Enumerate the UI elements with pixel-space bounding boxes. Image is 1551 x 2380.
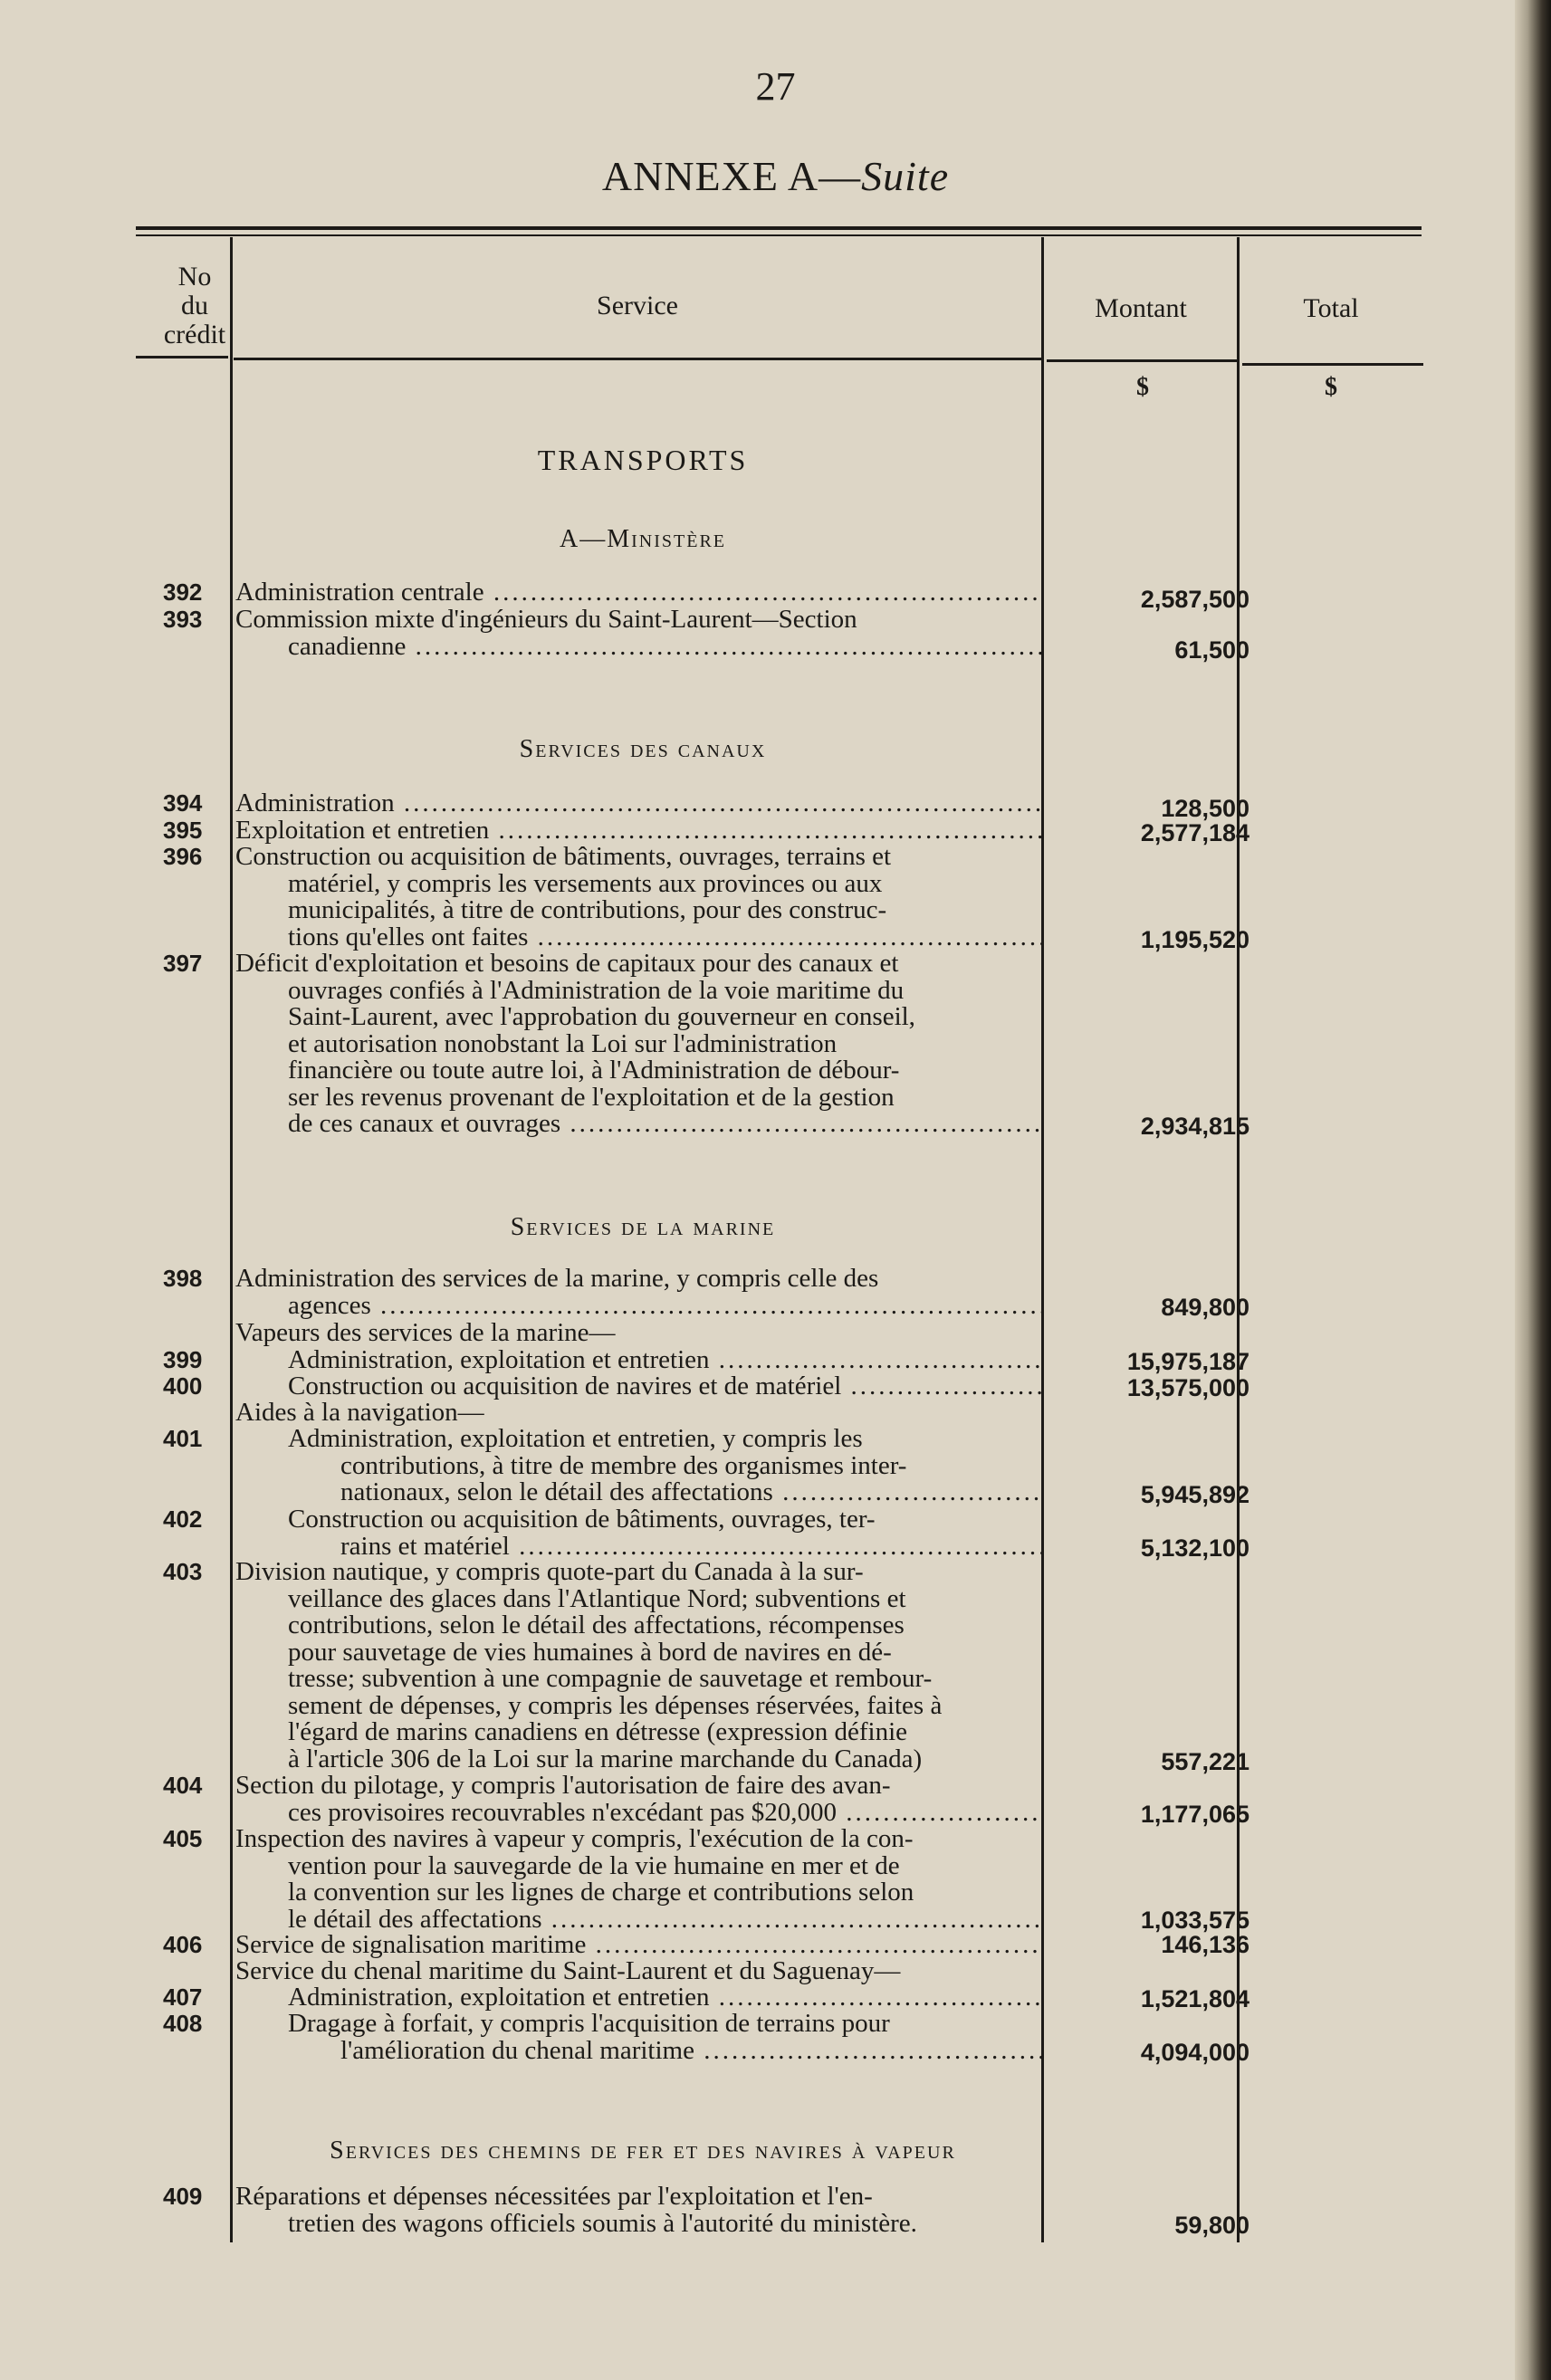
header-total: Total: [1303, 293, 1359, 323]
credit-description: [235, 1400, 1041, 1427]
credit-line: Saint-Laurent, avec l'approbation du gouverneur en conseil,: [288, 1004, 915, 1031]
credit-line: tresse; subvention à une compagnie de sauvetage et rembour-: [288, 1666, 933, 1693]
credit-line: Inspection des navires à vapeur y compris, l'exécution de la con-: [235, 1826, 914, 1853]
credit-amount: 5,945,892: [1140, 1481, 1249, 1508]
header-credit-no: No: [177, 262, 212, 292]
credit-amount: 128,500: [1161, 795, 1249, 822]
credit-description: [235, 1984, 1041, 2012]
credit-line: Exploitation et entretien .....: [235, 817, 1041, 845]
credit-amount: 13,575,000: [1126, 1374, 1249, 1401]
credit-number: 404: [163, 1772, 203, 1799]
credit-amount: 146,136: [1161, 1931, 1249, 1958]
credit-description: [235, 1347, 1041, 1374]
credit-amount: 1,033,575: [1140, 1907, 1249, 1934]
credit-description: [235, 579, 1041, 607]
credit-line: agences .....: [235, 1293, 1041, 1320]
credit-number: 396: [163, 843, 203, 870]
credit-line: ces provisoires recouvrables n'excédant pas $20,000 .....: [235, 1800, 1041, 1827]
credit-amount: 5,132,100: [1140, 1534, 1249, 1562]
credit-line: et autorisation nonobstant la Loi sur l'administration: [288, 1030, 838, 1057]
credit-line: Aides à la navigation—: [235, 1400, 484, 1427]
credit-line: Service de signalisation maritime .....: [235, 1932, 1041, 1959]
page-number: 27: [755, 64, 796, 109]
credit-amount: 4,094,000: [1140, 2039, 1249, 2066]
credit-line: à l'article 306 de la Loi sur la marine marchande du Canada): [288, 1745, 923, 1773]
credit-description: [235, 1320, 1041, 1347]
credit-amount: 1,195,520: [1140, 926, 1249, 953]
credit-description: [235, 1958, 1041, 1985]
annex-title-main: ANNEXE A—: [601, 153, 862, 199]
credit-number: 409: [163, 2183, 203, 2210]
credit-description: [235, 951, 1041, 1138]
section-transports: TRANSPORTS: [537, 444, 749, 476]
credit-description: [235, 844, 1041, 951]
credit-amount: 2,577,184: [1140, 819, 1249, 846]
credit-number: 405: [163, 1825, 203, 1852]
credit-amount: 1,177,065: [1140, 1801, 1249, 1828]
credit-number: 406: [163, 1931, 203, 1958]
credit-description: [235, 790, 1041, 817]
credit-line: ser les revenus provenant de l'exploitation et de la gestion: [288, 1084, 895, 1111]
credit-line: Administration, exploitation et entretien, y compris les: [288, 1426, 863, 1453]
credit-description: [235, 1506, 1041, 1560]
credit-line: l'égard de marins canadiens en détresse (expression définie: [288, 1719, 908, 1746]
credit-line: Construction ou acquisition de navires et de matériel .....: [235, 1373, 1041, 1400]
credit-description: [235, 607, 1041, 660]
credit-line: matériel, y compris les versements aux provinces ou aux: [288, 870, 883, 897]
credit-description: [235, 2184, 1041, 2237]
subsection-ministere: A—Ministère: [560, 525, 726, 553]
credit-description: [235, 817, 1041, 845]
credit-number: 408: [163, 2010, 203, 2037]
credit-number: 394: [163, 789, 203, 817]
credit-number: 399: [163, 1346, 203, 1373]
credit-number: 400: [163, 1372, 203, 1400]
credit-line: Administration .....: [235, 790, 1041, 817]
credit-line: Division nautique, y compris quote-part du Canada à la sur-: [235, 1559, 864, 1586]
credit-description: [235, 1426, 1041, 1506]
credit-description: [235, 1373, 1041, 1400]
credit-line: Administration, exploitation et entretien .....: [235, 1347, 1041, 1374]
credit-amount: 59,800: [1174, 2212, 1249, 2239]
credit-line: nationaux, selon le détail des affectations .....: [235, 1479, 1041, 1506]
credit-amount: 61,500: [1174, 636, 1249, 664]
credit-line: Commission mixte d'ingénieurs du Saint-Laurent—Section: [235, 607, 857, 634]
credit-amount: 2,934,815: [1140, 1113, 1249, 1140]
credit-line: Administration centrale .....: [235, 579, 1041, 607]
header-credit-credit: crédit: [163, 320, 226, 349]
credit-number: 403: [163, 1558, 203, 1585]
credit-line: le détail des affectations .....: [235, 1907, 1041, 1934]
credit-amount: 557,221: [1161, 1748, 1249, 1775]
subsection-chemins: Services des chemins de fer et des navires à vapeur: [330, 2136, 956, 2165]
credit-line: canadienne .....: [235, 634, 1041, 661]
header-credit-du: du: [181, 291, 208, 320]
credit-line: Construction ou acquisition de bâtiments, ouvrages, ter-: [288, 1506, 876, 1534]
credit-number: 397: [163, 950, 203, 977]
credit-description: [235, 2011, 1041, 2064]
credit-line: rains et matériel .....: [235, 1534, 1041, 1561]
credit-description: [235, 1773, 1041, 1826]
credit-line: de ces canaux et ouvrages .....: [235, 1111, 1041, 1138]
credit-description: [235, 1826, 1041, 1933]
credit-amount: 1,521,804: [1140, 1985, 1249, 2012]
credit-number: 392: [163, 578, 203, 606]
header-amount: Montant: [1095, 293, 1187, 323]
header-service: Service: [597, 291, 678, 320]
credit-number: 402: [163, 1505, 203, 1533]
credit-description: [235, 1559, 1041, 1773]
credit-amount: 2,587,500: [1140, 586, 1249, 613]
credit-line: Déficit d'exploitation et besoins de capitaux pour des canaux et: [235, 951, 899, 978]
credit-description: [235, 1932, 1041, 1959]
credit-line: pour sauvetage de vies humaines à bord de navires en dé-: [288, 1639, 892, 1666]
credit-line: sement de dépenses, y compris les dépenses réservées, faites à: [288, 1692, 943, 1719]
subsection-marine: Services de la marine: [510, 1213, 776, 1241]
credit-line: Vapeurs des services de la marine—: [235, 1320, 616, 1347]
credit-line: tions qu'elles ont faites .....: [235, 924, 1041, 951]
credit-line: ouvrages confiés à l'Administration de la voie maritime du: [288, 977, 905, 1004]
subsection-canaux: Services des canaux: [519, 735, 767, 763]
credit-line: Dragage à forfait, y compris l'acquisition de terrains pour: [288, 2011, 890, 2038]
credit-line: la convention sur les lignes de charge et contributions selon: [288, 1879, 914, 1907]
credit-line: vention pour la sauvegarde de la vie humaine en mer et de: [288, 1852, 900, 1879]
credit-number: 401: [163, 1425, 203, 1452]
annex-title-suffix: Suite: [861, 153, 950, 199]
credit-line: municipalités, à titre de contributions, pour des construc-: [288, 897, 887, 924]
credit-line: Service du chenal maritime du Saint-Laurent et du Saguenay—: [235, 1958, 901, 1985]
credit-line: Construction ou acquisition de bâtiments, ouvrages, terrains et: [235, 844, 892, 871]
credit-line: contributions, selon le détail des affectations, récompenses: [288, 1612, 905, 1639]
total-currency-symbol: $: [1325, 373, 1337, 401]
credit-number: 407: [163, 1983, 203, 2011]
credit-number: 393: [163, 606, 203, 633]
credit-number: 398: [163, 1265, 203, 1292]
credit-line: Section du pilotage, y compris l'autorisation de faire des avan-: [235, 1773, 891, 1800]
credit-line: Réparations et dépenses nécessitées par l'exploitation et l'en-: [235, 2184, 873, 2211]
credit-line: tretien des wagons officiels soumis à l'autorité du ministère.: [288, 2210, 917, 2237]
amount-currency-symbol: $: [1136, 373, 1149, 401]
credit-line: financière ou toute autre loi, à l'Administration de débour-: [288, 1057, 900, 1085]
credit-line: veillance des glaces dans l'Atlantique Nord; subventions et: [288, 1585, 906, 1612]
credit-line: contributions, à titre de membre des organismes inter-: [340, 1452, 907, 1479]
credit-line: Administration, exploitation et entretien .....: [235, 1984, 1041, 2012]
credit-description: [235, 1266, 1041, 1319]
credit-line: l'amélioration du chenal maritime .....: [235, 2038, 1041, 2065]
credit-amount: 15,975,187: [1126, 1348, 1249, 1375]
credit-number: 395: [163, 817, 203, 844]
credit-line: Administration des services de la marine, y compris celle des: [235, 1266, 879, 1293]
credit-amount: 849,800: [1161, 1294, 1249, 1321]
